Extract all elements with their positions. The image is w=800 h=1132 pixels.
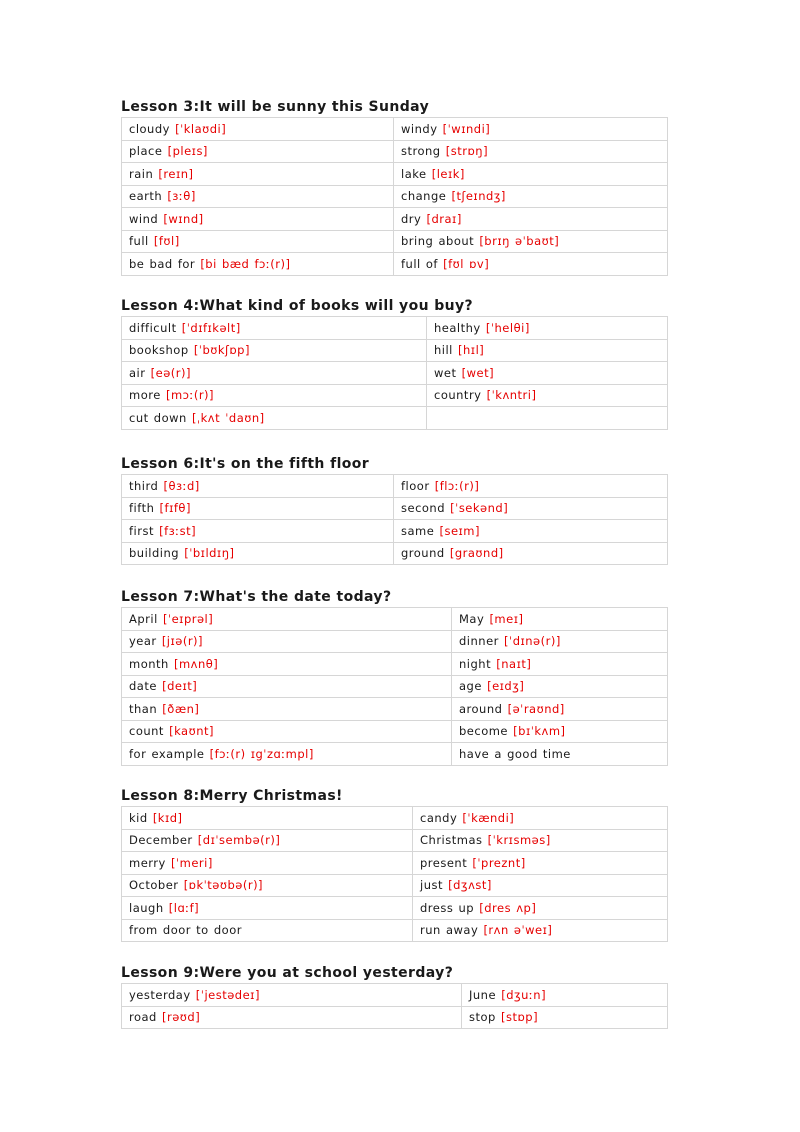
vocabulary-table <box>121 474 668 565</box>
table-row <box>122 608 668 631</box>
lesson-title: Lesson 3:It will be sunny this Sunday <box>121 99 430 115</box>
vocab-cell <box>452 608 668 631</box>
phonetic-transcription: [fʊl] <box>153 234 180 249</box>
lesson-8-section <box>121 786 667 942</box>
vocab-word: cloudy <box>129 121 170 136</box>
phonetic-transcription: [mʌnθ] <box>173 656 219 671</box>
vocab-cell <box>452 630 668 653</box>
vocab-word: just <box>420 878 443 893</box>
vocab-cell <box>427 339 668 362</box>
phonetic-transcription: [eə(r)] <box>150 365 191 380</box>
table-row <box>122 339 668 362</box>
table-row <box>122 675 668 698</box>
phonetic-transcription: [graʊnd] <box>449 546 504 561</box>
vocab-cell <box>452 743 668 766</box>
phonetic-transcription: [jɪə(r)] <box>161 634 204 649</box>
vocab-cell <box>122 253 394 276</box>
vocab-word: rain <box>129 166 154 181</box>
lesson-title: Lesson 9:Were you at school yesterday? <box>121 965 454 981</box>
phonetic-transcription: [ˌkʌt ˈdaʊn] <box>191 410 265 425</box>
vocab-cell <box>452 720 668 743</box>
phonetic-transcription: [lɑːf] <box>168 900 200 915</box>
phonetic-transcription: [dɪˈsembə(r)] <box>197 833 281 848</box>
vocab-cell <box>122 407 427 430</box>
vocab-word: bookshop <box>129 343 189 358</box>
vocab-cell <box>413 919 668 942</box>
vocab-word: year <box>129 634 157 649</box>
table-row <box>122 163 668 186</box>
vocab-word: month <box>129 656 169 671</box>
table-row <box>122 720 668 743</box>
vocab-word: run away <box>420 923 479 938</box>
vocab-word: December <box>129 833 193 848</box>
lesson-9-section <box>121 963 667 1029</box>
vocab-cell <box>122 208 394 231</box>
vocab-word: date <box>129 679 157 694</box>
table-row <box>122 497 668 520</box>
vocab-cell <box>413 852 668 875</box>
phonetic-transcription: [rəʊd] <box>162 1010 201 1025</box>
phonetic-transcription: [tʃeɪndʒ] <box>451 189 506 204</box>
lesson-4-section <box>121 296 667 430</box>
phonetic-transcription: [ˈbɪldɪŋ] <box>184 546 235 561</box>
lesson-title: Lesson 8:Merry Christmas! <box>121 788 343 804</box>
vocab-word: bring about <box>401 234 475 249</box>
vocab-cell <box>394 208 668 231</box>
phonetic-transcription: [ˈdɪnə(r)] <box>504 634 561 649</box>
vocab-cell <box>394 475 668 498</box>
table-row <box>122 520 668 543</box>
table-row <box>122 653 668 676</box>
vocab-cell <box>394 185 668 208</box>
vocab-cell <box>394 140 668 163</box>
vocab-cell <box>394 497 668 520</box>
vocab-cell <box>122 362 427 385</box>
vocab-cell <box>413 829 668 852</box>
vocab-word: be bad for <box>129 256 196 271</box>
vocab-word: earth <box>129 189 163 204</box>
vocab-word: than <box>129 701 158 716</box>
phonetic-transcription: [rʌn əˈweɪ] <box>483 923 553 938</box>
phonetic-transcription: [əˈraʊnd] <box>507 701 565 716</box>
vocab-cell <box>122 520 394 543</box>
table-row <box>122 407 668 430</box>
phonetic-transcription: [stɒp] <box>501 1010 539 1025</box>
phonetic-transcription: [deɪt] <box>162 679 198 694</box>
vocab-cell <box>427 407 668 430</box>
table-row <box>122 253 668 276</box>
phonetic-transcription: [brɪŋ əˈbaʊt] <box>479 234 560 249</box>
vocab-cell <box>122 829 413 852</box>
table-row <box>122 384 668 407</box>
vocab-cell <box>122 807 413 830</box>
vocab-word: hill <box>434 343 453 358</box>
vocab-cell <box>122 743 452 766</box>
phonetic-transcription: [dres ʌp] <box>479 900 537 915</box>
vocab-cell <box>122 475 394 498</box>
phonetic-transcription: [kɪd] <box>152 810 183 825</box>
vocab-word: strong <box>401 144 441 159</box>
phonetic-transcription: [bi bæd fɔː(r)] <box>200 256 291 271</box>
vocab-cell <box>452 698 668 721</box>
vocab-cell <box>452 675 668 698</box>
phonetic-transcription: [ˈdɪfɪkəlt] <box>181 320 241 335</box>
table-row <box>122 208 668 231</box>
vocab-cell <box>427 384 668 407</box>
vocab-cell <box>122 630 452 653</box>
vocab-cell <box>462 1006 668 1029</box>
vocab-cell <box>394 542 668 565</box>
vocab-word: country <box>434 388 482 403</box>
vocab-word: age <box>459 679 482 694</box>
vocab-word: full of <box>401 256 438 271</box>
vocab-word: stop <box>469 1010 496 1025</box>
phonetic-transcription: [reɪn] <box>158 166 194 181</box>
vocab-word: dry <box>401 211 422 226</box>
vocab-cell <box>122 653 452 676</box>
vocab-cell <box>122 497 394 520</box>
vocab-word: building <box>129 546 180 561</box>
table-row <box>122 475 668 498</box>
vocab-cell <box>122 984 462 1007</box>
vocab-word: dinner <box>459 634 499 649</box>
vocab-cell <box>462 984 668 1007</box>
vocab-cell <box>122 185 394 208</box>
phonetic-transcription: [ˈklaʊdi] <box>175 121 227 136</box>
phonetic-transcription: [fɔː(r) ɪgˈzɑːmpl] <box>209 746 314 761</box>
vocab-cell <box>122 339 427 362</box>
phonetic-transcription: [dʒuːn] <box>501 987 547 1002</box>
vocab-word: dress up <box>420 900 475 915</box>
vocab-word: around <box>459 701 503 716</box>
vocab-word: second <box>401 501 446 516</box>
vocab-word: October <box>129 878 179 893</box>
vocab-word: merry <box>129 855 166 870</box>
table-row <box>122 140 668 163</box>
lesson-title: Lesson 7:What's the date today? <box>121 589 392 605</box>
vocab-word: healthy <box>434 320 481 335</box>
vocab-word: laugh <box>129 900 164 915</box>
vocab-word: air <box>129 365 146 380</box>
vocab-cell <box>122 675 452 698</box>
table-row <box>122 919 668 942</box>
phonetic-transcription: [ˈkrɪsməs] <box>487 833 551 848</box>
phonetic-transcription: [fʊl ɒv] <box>443 256 490 271</box>
phonetic-transcription: [dʒʌst] <box>448 878 492 893</box>
phonetic-transcription: [meɪ] <box>489 611 524 626</box>
phonetic-transcription: [seɪm] <box>439 523 480 538</box>
phonetic-transcription: [ˈwɪndi] <box>442 121 491 136</box>
table-row <box>122 230 668 253</box>
phonetic-transcription: [ˈkʌntri] <box>486 388 537 403</box>
table-row <box>122 118 668 141</box>
vocab-word: lake <box>401 166 427 181</box>
vocab-word: June <box>469 987 497 1002</box>
vocab-word: road <box>129 1010 157 1025</box>
phonetic-transcription: [ˈeɪprəl] <box>162 611 214 626</box>
vocab-cell <box>413 807 668 830</box>
phonetic-transcription: [pleɪs] <box>167 144 208 159</box>
vocabulary-table <box>121 117 668 276</box>
vocab-word: yesterday <box>129 987 191 1002</box>
vocab-cell <box>122 919 413 942</box>
vocab-word: floor <box>401 478 430 493</box>
lesson-7-section <box>121 587 667 766</box>
vocab-cell <box>122 384 427 407</box>
vocab-cell <box>122 140 394 163</box>
vocab-word: same <box>401 523 435 538</box>
table-row <box>122 698 668 721</box>
vocab-word: April <box>129 611 158 626</box>
vocab-cell <box>122 230 394 253</box>
table-row <box>122 807 668 830</box>
lesson-6-section <box>121 454 667 565</box>
vocab-cell <box>122 874 413 897</box>
vocab-word: ground <box>401 546 445 561</box>
vocab-word: windy <box>401 121 438 136</box>
lesson-title: Lesson 4:What kind of books will you buy? <box>121 298 474 314</box>
vocab-word: place <box>129 144 163 159</box>
vocab-cell <box>122 852 413 875</box>
phonetic-transcription: [ˈjestədeɪ] <box>195 987 260 1002</box>
table-row <box>122 852 668 875</box>
vocab-word: from door to door <box>129 923 242 938</box>
vocab-cell <box>122 163 394 186</box>
phonetic-transcription: [eɪdʒ] <box>487 679 525 694</box>
vocab-word: kid <box>129 810 148 825</box>
vocab-cell <box>122 698 452 721</box>
phonetic-transcription: [ˈbʊkʃɒp] <box>193 343 250 358</box>
vocab-word: cut down <box>129 410 187 425</box>
phonetic-transcription: [ɒkˈtəʊbə(r)] <box>183 878 264 893</box>
vocab-cell <box>122 118 394 141</box>
vocab-cell <box>427 362 668 385</box>
phonetic-transcription: [ɜːθ] <box>167 189 196 204</box>
vocab-word: third <box>129 478 159 493</box>
table-row <box>122 362 668 385</box>
vocab-cell <box>122 720 452 743</box>
lesson-title: Lesson 6:It's on the fifth floor <box>121 456 370 472</box>
vocabulary-table <box>121 316 668 430</box>
phonetic-transcription: [naɪt] <box>496 656 532 671</box>
vocab-word: fifth <box>129 501 155 516</box>
vocab-word: wind <box>129 211 159 226</box>
phonetic-transcription: [ˈkændi] <box>462 810 515 825</box>
vocabulary-table <box>121 607 668 766</box>
vocab-cell <box>427 317 668 340</box>
phonetic-transcription: [θɜːd] <box>163 478 200 493</box>
vocab-word: May <box>459 611 485 626</box>
vocab-word: difficult <box>129 320 177 335</box>
phonetic-transcription: [ˈhelθi] <box>485 320 530 335</box>
vocab-cell <box>122 608 452 631</box>
table-row <box>122 317 668 340</box>
vocab-word: Christmas <box>420 833 483 848</box>
vocab-cell <box>394 230 668 253</box>
table-row <box>122 630 668 653</box>
phonetic-transcription: [mɔː(r)] <box>165 388 215 403</box>
phonetic-transcription: [ˈpreznt] <box>472 855 526 870</box>
table-row <box>122 984 668 1007</box>
table-row <box>122 743 668 766</box>
vocab-cell <box>394 520 668 543</box>
vocab-word: wet <box>434 365 457 380</box>
phonetic-transcription: [flɔː(r)] <box>434 478 480 493</box>
vocab-word: change <box>401 189 447 204</box>
vocab-cell <box>122 1006 462 1029</box>
table-row <box>122 874 668 897</box>
vocab-cell <box>394 118 668 141</box>
vocab-word: night <box>459 656 492 671</box>
vocab-cell <box>413 874 668 897</box>
lesson-3-section <box>121 97 667 276</box>
vocab-cell <box>452 653 668 676</box>
vocab-word: first <box>129 523 154 538</box>
phonetic-transcription: [bɪˈkʌm] <box>513 724 566 739</box>
vocab-word: more <box>129 388 161 403</box>
phonetic-transcription: [wɪnd] <box>163 211 204 226</box>
phonetic-transcription: [kaʊnt] <box>169 724 214 739</box>
vocabulary-table <box>121 983 668 1029</box>
vocab-word: count <box>129 724 164 739</box>
phonetic-transcription: [hɪl] <box>458 343 485 358</box>
vocab-cell <box>413 897 668 920</box>
vocab-word: have a good time <box>459 746 571 761</box>
vocab-word: for example <box>129 746 205 761</box>
vocab-cell <box>122 317 427 340</box>
phonetic-transcription: [ðæn] <box>162 701 200 716</box>
table-row <box>122 1006 668 1029</box>
phonetic-transcription: [wet] <box>461 365 495 380</box>
phonetic-transcription: [draɪ] <box>426 211 462 226</box>
vocab-cell <box>122 897 413 920</box>
phonetic-transcription: [strɒŋ] <box>445 144 489 159</box>
table-row <box>122 542 668 565</box>
phonetic-transcription: [ˈmeri] <box>171 855 213 870</box>
vocab-word: candy <box>420 810 458 825</box>
phonetic-transcription: [ˈsekənd] <box>450 501 509 516</box>
vocab-word: become <box>459 724 509 739</box>
phonetic-transcription: [fɜːst] <box>159 523 197 538</box>
table-row <box>122 897 668 920</box>
phonetic-transcription: [leɪk] <box>431 166 465 181</box>
vocab-cell <box>394 253 668 276</box>
table-row <box>122 185 668 208</box>
vocab-cell <box>122 542 394 565</box>
vocab-word: present <box>420 855 468 870</box>
vocab-cell <box>394 163 668 186</box>
vocabulary-table <box>121 806 668 942</box>
table-row <box>122 829 668 852</box>
vocab-word: full <box>129 234 149 249</box>
phonetic-transcription: [fɪfθ] <box>159 501 191 516</box>
